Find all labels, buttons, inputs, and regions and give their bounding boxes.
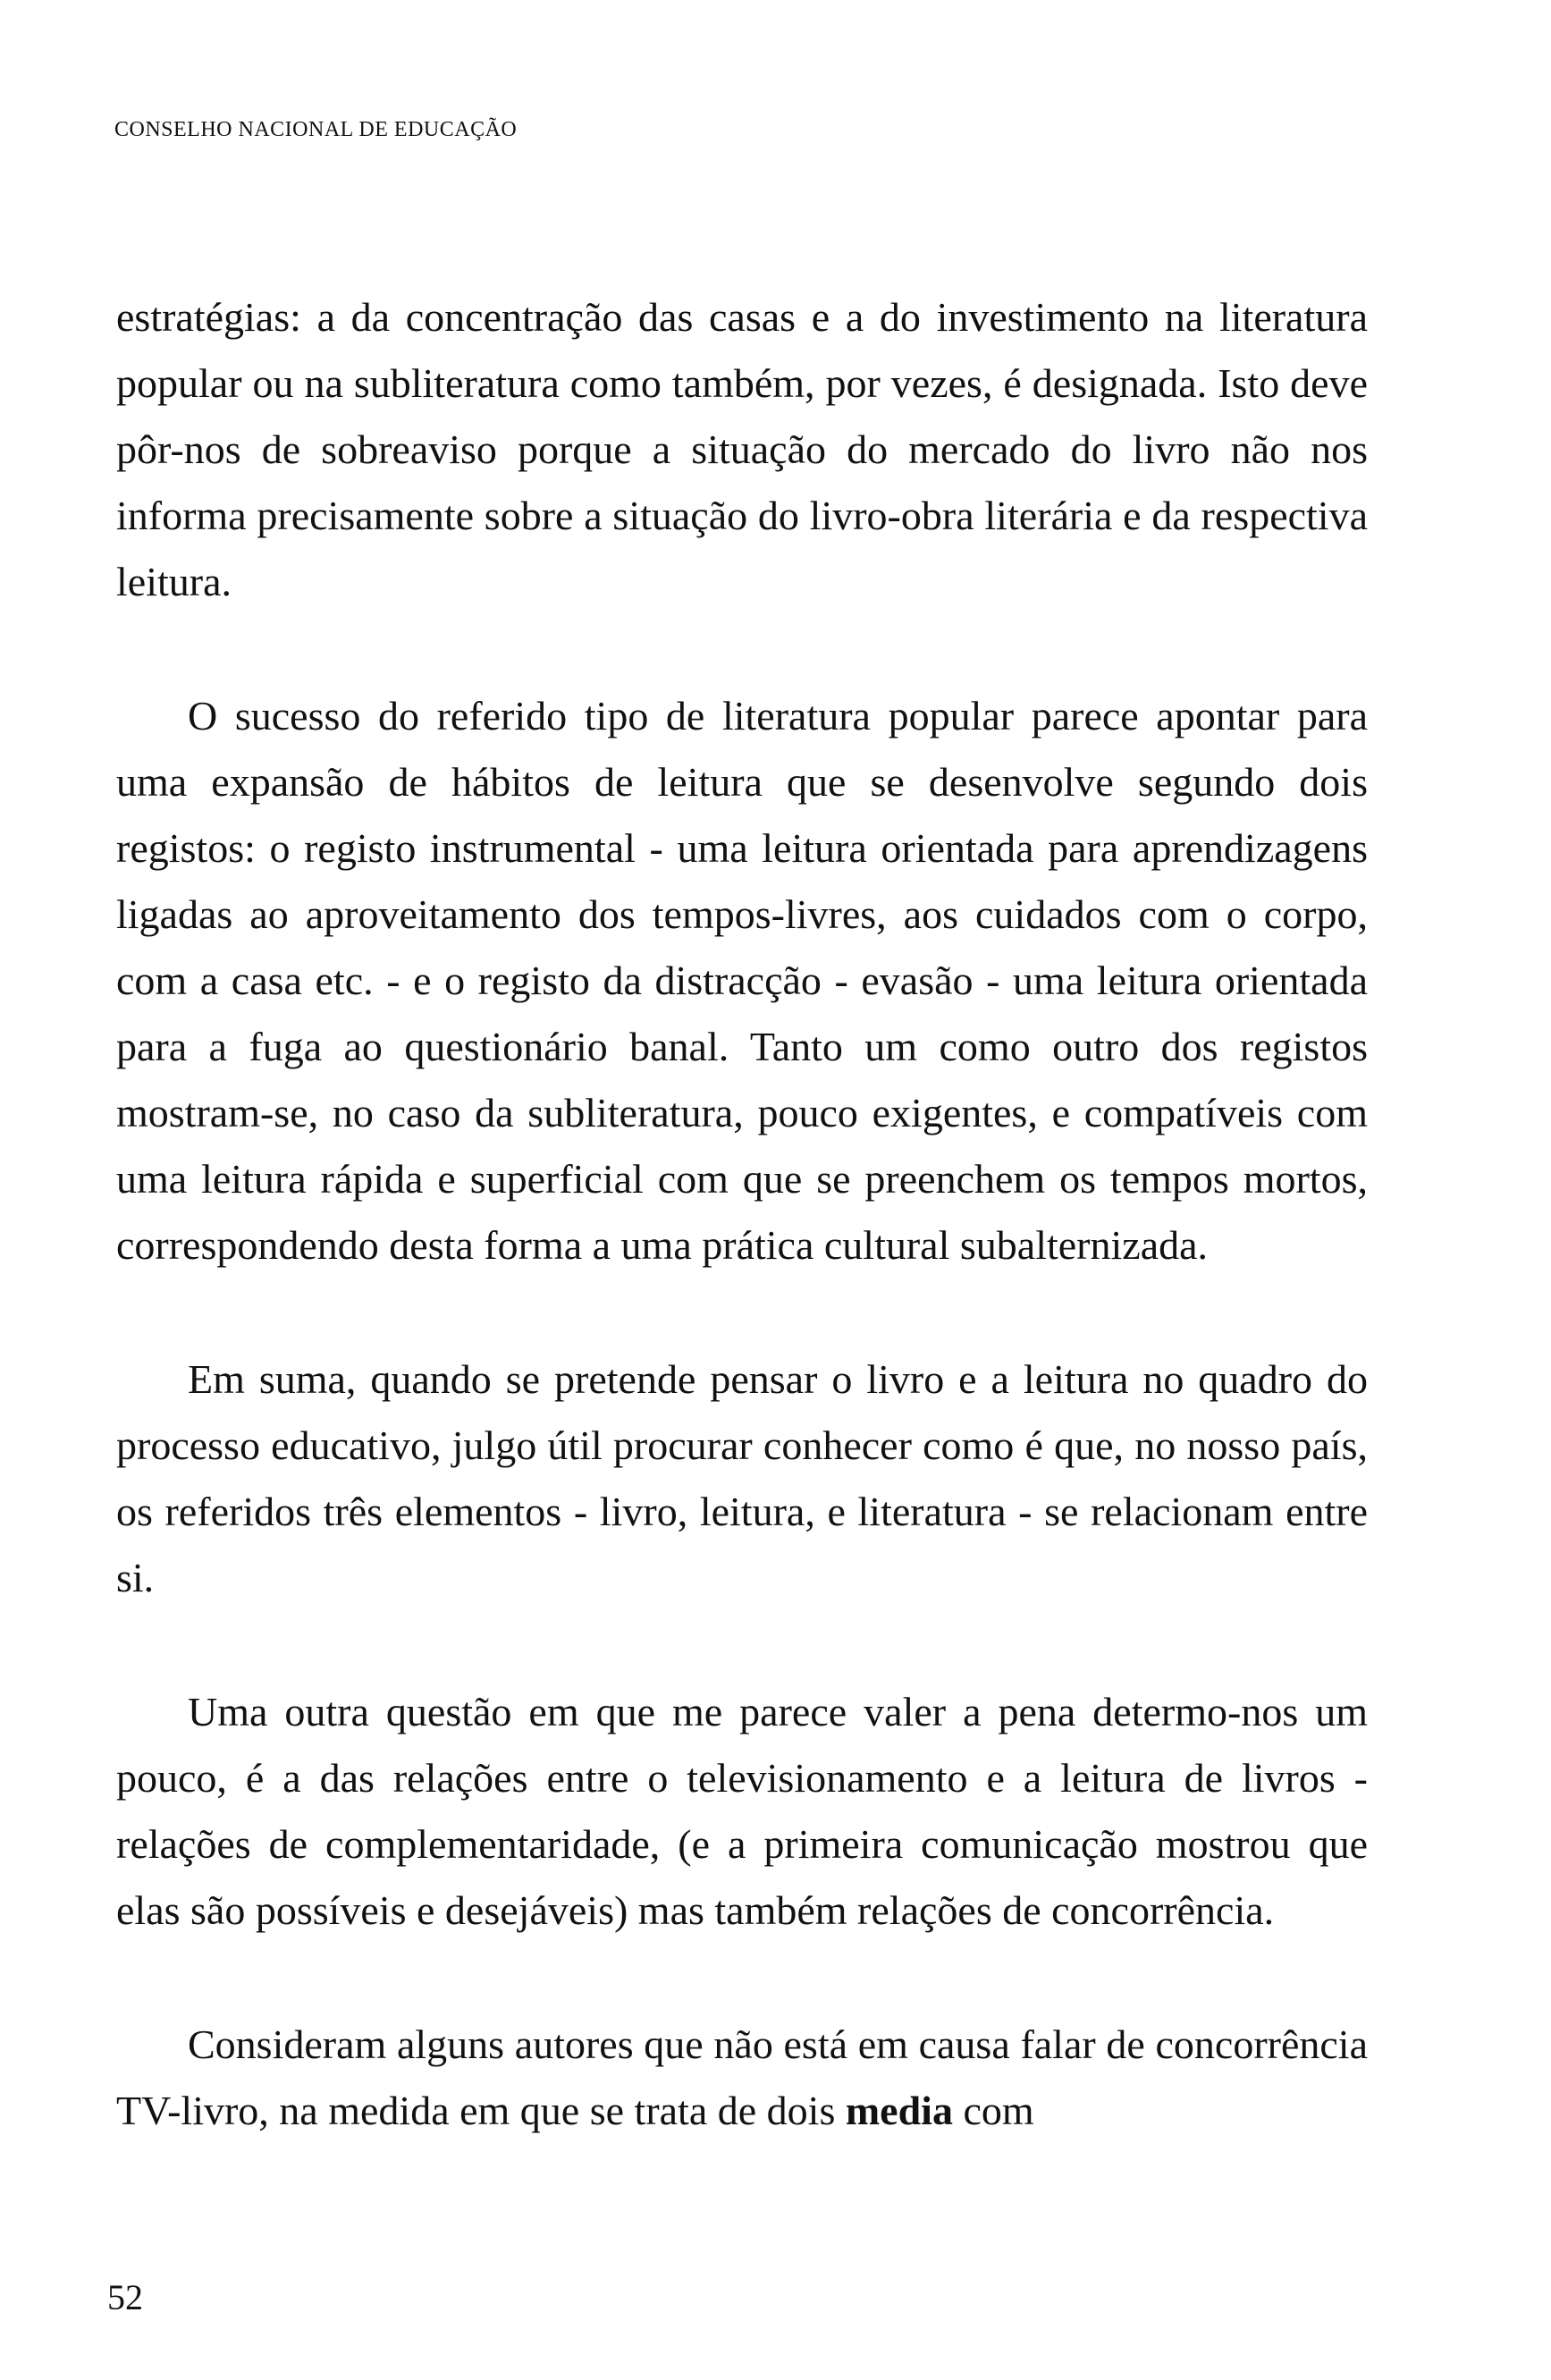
paragraph-1: estratégias: a da concentração das casas e a do investimento na literatura popular ou na subliteratura como também, por vezes, é designada. Isto deve pôr-nos de sobreaviso porque a situação do mercado do livro não nos informa precisamente sobre a situação do livro-obra literária e da respectiva leitura. <box>116 294 1368 604</box>
emphasis-media: media <box>845 2088 953 2133</box>
paragraph-5-text-end: com <box>952 2088 1034 2133</box>
paragraph-2: O sucesso do referido tipo de literatura popular parece apontar para uma expansão de hábitos de leitura que se desenvolve segundo dois registos: o registo instrumental - uma leitura orientada para aprendizagens ligadas ao aproveitamento dos tempos-livres, aos cuidados com o corpo, com a casa etc. - e o registo da distracção - evasão - uma leitura orientada para a fuga ao questionário banal. Tanto um como outro dos registos mostram-se, no caso da subliteratura, pouco exigentes, e compatíveis com uma leitura rápida e superficial com que se preenchem os tempos mortos, correspondendo desta forma a uma prática cultural subalternizada. <box>116 693 1368 1268</box>
paragraph-4: Uma outra questão em que me parece valer a pena determo-nos um pouco, é a das relações entre o televisionamento e a leitura de livros - relações de complementaridade, (e a primeira comunicação mostrou que elas são possíveis e desejáveis) mas também relações de concorrência. <box>116 1689 1368 1933</box>
paragraph-3: Em suma, quando se pretende pensar o livro e a leitura no quadro do processo educativo, julgo útil procurar conhecer como é que, no nosso país, os referidos três elementos - livro, leitura, e literatura - se relacionam entre si. <box>116 1356 1368 1600</box>
paragraph-5 <box>116 2012 1368 2144</box>
running-header: CONSELHO NACIONAL DE EDUCAÇÃO <box>114 118 518 141</box>
paragraph-5-text-start: Consideram alguns autores que não está em causa falar de concorrência TV-livro, na medida em que se trata de dois <box>116 2021 1368 2133</box>
page-number: 52 <box>107 2277 143 2317</box>
page-body <box>116 284 1368 2144</box>
